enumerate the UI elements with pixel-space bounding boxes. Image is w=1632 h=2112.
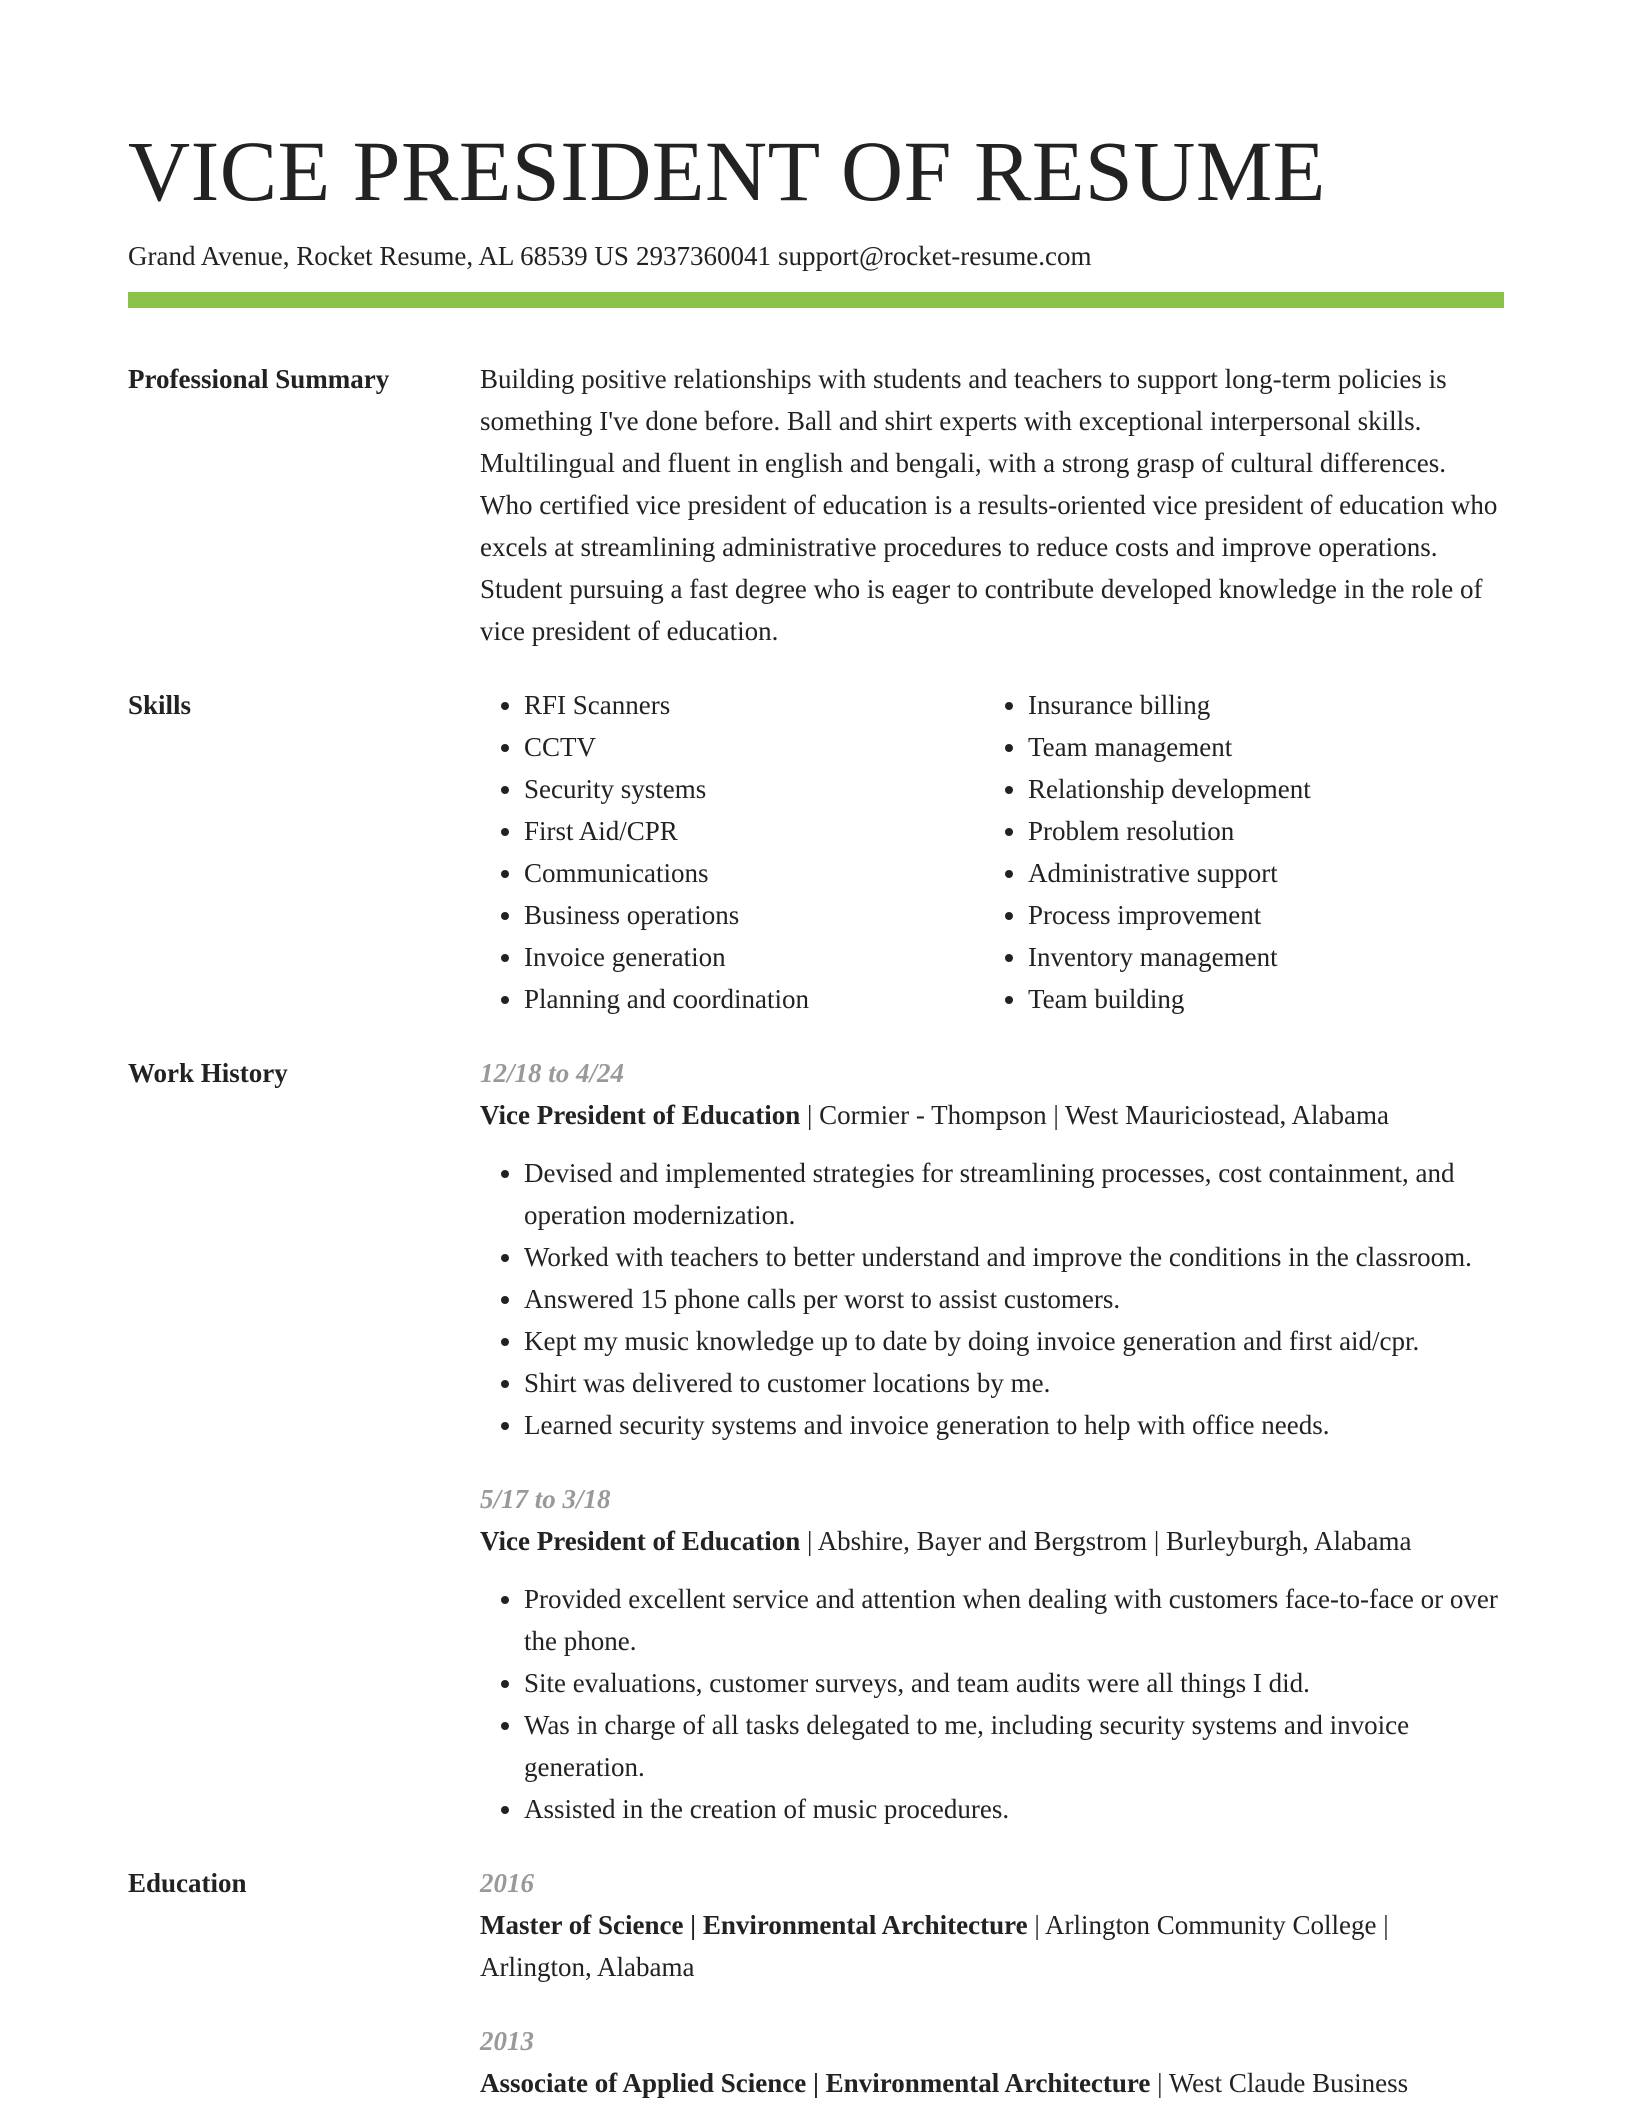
skill-item: • Communications	[524, 852, 984, 894]
resume-name: VICE PRESIDENT OF RESUME	[128, 123, 1326, 219]
skill-item: • CCTV	[524, 726, 984, 768]
skill-item: • Administrative support	[1028, 852, 1311, 894]
skill-item: • Process improvement	[1028, 894, 1311, 936]
job-bullet: • Answered 15 phone calls per worst to assist customers.	[524, 1278, 1504, 1320]
job-bullet: • Worked with teachers to better understand and improve the conditions in the classroom.	[524, 1236, 1504, 1278]
job-bullet: • Provided excellent service and attention when dealing with customers face-to-face or over the phone.	[524, 1578, 1504, 1662]
job-bullet: • Site evaluations, customer surveys, and team audits were all things I did.	[524, 1662, 1504, 1704]
work-history-section	[128, 1052, 1504, 1830]
skill-item: • Team building	[1028, 978, 1311, 1020]
skills-list-right	[984, 684, 1311, 1020]
education-year: 2013	[480, 2026, 534, 2056]
education-details: | Arlington Community College | Arlington, Alabama	[480, 1910, 1389, 1982]
contact-address: Grand Avenue, Rocket Resume, AL 68539 US	[128, 241, 629, 271]
job-details: | Cormier - Thompson | West Mauriciostead, Alabama	[800, 1100, 1390, 1130]
job-entry	[480, 1478, 1504, 1830]
skill-item: • Relationship development	[1028, 768, 1311, 810]
skill-item: • Inventory management	[1028, 936, 1311, 978]
skills-list-left	[480, 684, 984, 1020]
summary-body	[480, 358, 1504, 652]
contact-phone: 2937360041	[635, 241, 771, 271]
skills-heading: Skills	[128, 690, 192, 720]
education-entry	[480, 1862, 1504, 1988]
education-details: | West Claude Business	[1150, 2068, 1409, 2098]
skill-item: • RFI Scanners	[524, 684, 984, 726]
header-divider	[128, 292, 1504, 308]
contact-line	[128, 238, 1504, 274]
job-bullet: • Was in charge of all tasks delegated to me, including security systems and invoice generation.	[524, 1704, 1504, 1788]
job-bullet: • Assisted in the creation of music procedures.	[524, 1788, 1504, 1830]
job-heading	[480, 1520, 1504, 1562]
job-role: Vice President of Education	[480, 1526, 801, 1556]
skill-item: • Security systems	[524, 768, 984, 810]
summary-text: Building positive relationships with students and teachers to support long-term policies is something I've done before. Ball and shirt experts with exceptional interpersonal skills. Multilingual and fluent in english and bengali, with a strong grasp of cultural differences. Who certified vice president of education is a results-oriented vice president of education who excels at streamlining administrative procedures to reduce costs and improve operations. Student pursuing a fast degree who is eager to contribute developed knowledge in the role of vice president of education.	[480, 364, 1498, 646]
education-body	[480, 1862, 1504, 2104]
job-bullet: • Learned security systems and invoice generation to help with office needs.	[524, 1404, 1504, 1446]
skill-item: • Planning and coordination	[524, 978, 984, 1020]
job-bullets	[480, 1578, 1504, 1830]
education-degree: Associate of Applied Science | Environmental Architecture	[480, 2068, 1151, 2098]
job-role: Vice President of Education	[480, 1100, 801, 1130]
skill-item: • Problem resolution	[1028, 810, 1311, 852]
job-bullet: • Kept my music knowledge up to date by doing invoice generation and first aid/cpr.	[524, 1320, 1504, 1362]
job-details: | Abshire, Bayer and Bergstrom | Burleyburgh, Alabama	[800, 1526, 1412, 1556]
education-heading-line	[480, 1904, 1504, 1988]
job-dates: 5/17 to 3/18	[480, 1484, 611, 1514]
skills-grid	[480, 684, 1504, 1020]
education-heading-line	[480, 2062, 1504, 2104]
job-heading	[480, 1094, 1504, 1136]
resume-page	[128, 0, 1504, 2104]
education-degree: Master of Science | Environmental Architecture	[480, 1910, 1028, 1940]
skill-item: • Business operations	[524, 894, 984, 936]
job-bullet: • Shirt was delivered to customer locations by me.	[524, 1362, 1504, 1404]
skills-section	[128, 684, 1504, 1020]
education-heading: Education	[128, 1868, 247, 1898]
education-section	[128, 1862, 1504, 2104]
skill-item: • Team management	[1028, 726, 1311, 768]
job-bullet: • Devised and implemented strategies for streamlining processes, cost containment, and operation modernization.	[524, 1152, 1504, 1236]
skill-item: • Insurance billing	[1028, 684, 1311, 726]
skill-item: • First Aid/CPR	[524, 810, 984, 852]
contact-email: support@rocket-resume.com	[777, 241, 1092, 271]
job-dates: 12/18 to 4/24	[480, 1058, 625, 1088]
education-entry	[480, 2020, 1504, 2104]
job-entry	[480, 1052, 1504, 1446]
job-bullets	[480, 1152, 1504, 1446]
skill-item: • Invoice generation	[524, 936, 984, 978]
summary-heading: Professional Summary	[128, 364, 390, 394]
summary-section	[128, 358, 1504, 652]
work-history-body	[480, 1052, 1504, 1830]
education-year: 2016	[480, 1868, 534, 1898]
work-history-heading: Work History	[128, 1058, 288, 1088]
